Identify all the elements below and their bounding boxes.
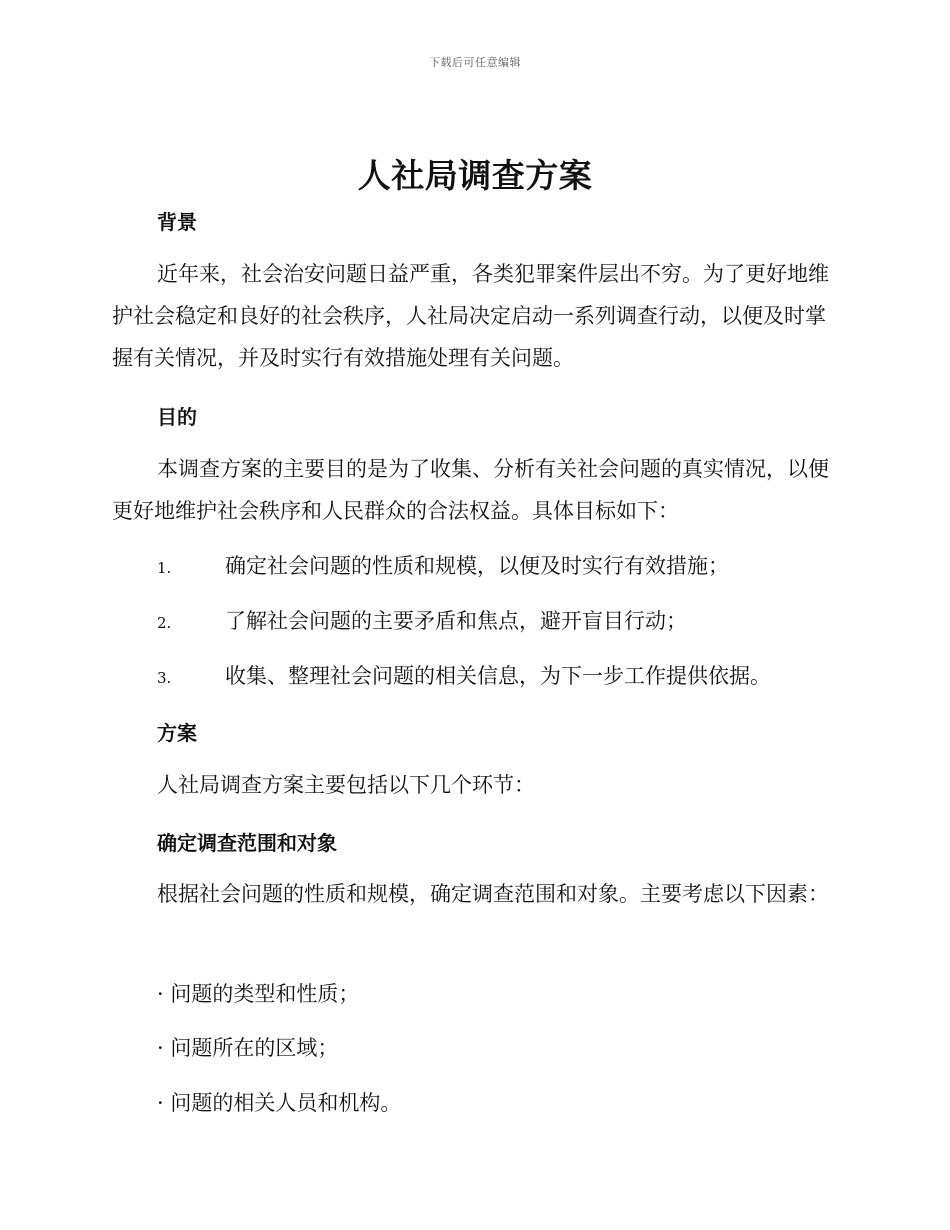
header-note: 下载后可任意编辑 xyxy=(429,56,521,69)
heading-purpose: 目的 xyxy=(157,405,197,429)
heading-background: 背景 xyxy=(157,210,197,234)
heading-scope: 确定调查范围和对象 xyxy=(157,831,337,855)
paragraph-background: 近年来，社会治安问题日益严重，各类犯罪案件层出不穷。为了更好地维护社会稳定和良好的社会秩序，人社局决定启动一系列调查行动，以便及时掌握有关情况，并及时实行有效措施处理有关问题。 xyxy=(112,262,829,370)
list-item-text: 确定社会问题的性质和规模，以便及时实行有效措施； xyxy=(225,554,729,578)
heading-plan: 方案 xyxy=(157,721,197,745)
bullet-item: · 问题所在的区域； xyxy=(157,1036,339,1060)
list-item-text: 了解社会问题的主要矛盾和焦点，避开盲目行动； xyxy=(225,609,687,633)
paragraph-purpose: 本调查方案的主要目的是为了收集、分析有关社会问题的真实情况，以便更好地维护社会秩序和人民群众的合法权益。具体目标如下： xyxy=(112,457,829,523)
list-item-number: 3. xyxy=(157,669,172,687)
document-title: 人社局调查方案 xyxy=(357,156,593,195)
bullet-item: · 问题的相关人员和机构。 xyxy=(157,1091,402,1115)
list-item-number: 2. xyxy=(157,614,172,632)
paragraph-scope: 根据社会问题的性质和规模，确定调查范围和对象。主要考虑以下因素： xyxy=(157,882,829,906)
list-item xyxy=(157,552,729,582)
list-item xyxy=(157,607,687,637)
paragraph-plan-intro: 人社局调查方案主要包括以下几个环节： xyxy=(157,773,535,797)
list-item-text: 收集、整理社会问题的相关信息，为下一步工作提供依据。 xyxy=(225,664,771,688)
list-item-number: 1. xyxy=(157,559,172,577)
list-item xyxy=(157,662,771,692)
bullet-item: · 问题的类型和性质； xyxy=(157,982,360,1006)
